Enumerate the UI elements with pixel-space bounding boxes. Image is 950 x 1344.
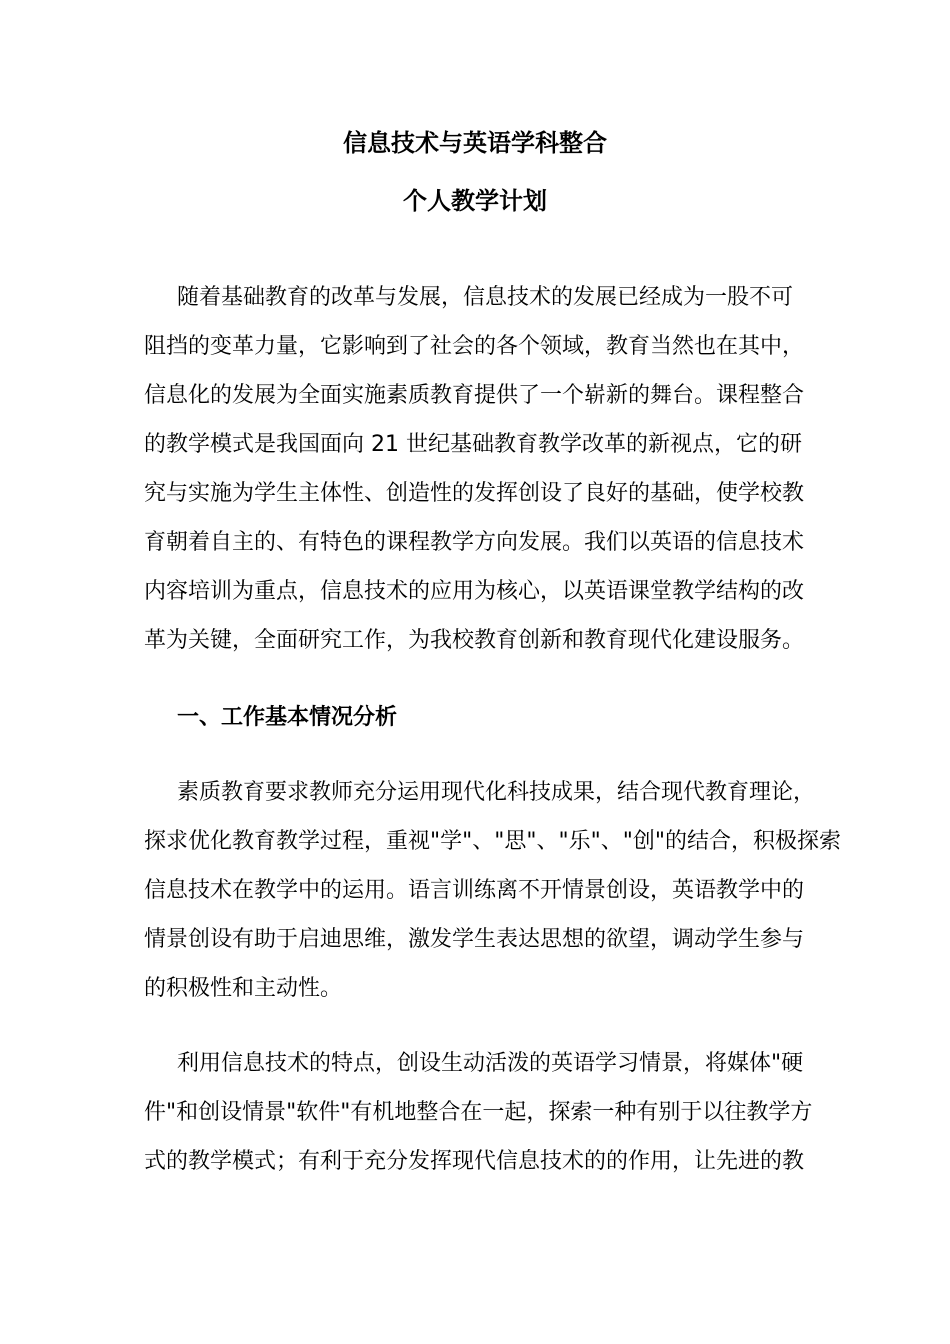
paragraph-line: 素质教育要求教师充分运用现代化科技成果，结合现代教育理论， bbox=[177, 780, 816, 805]
paragraph-line: 情景创设有助于启迪思维，激发学生表达思想的欲望，调动学生参与 bbox=[144, 927, 805, 952]
paragraph-line: 阻挡的变革力量，它影响到了社会的各个领域，教育当然也在其中， bbox=[144, 334, 805, 359]
paragraph-line: 件"和创设情景"软件"有机地整合在一起，探索一种有别于以往教学方 bbox=[144, 1100, 813, 1125]
paragraph-line: 内容培训为重点，信息技术的应用为核心，以英语课堂教学结构的改 bbox=[144, 579, 805, 604]
document-subtitle: 个人教学计划 bbox=[403, 187, 547, 215]
paragraph-line: 究与实施为学生主体性、创造性的发挥创设了良好的基础，使学校教 bbox=[144, 481, 805, 506]
section-heading: 一、工作基本情况分析 bbox=[177, 705, 398, 730]
paragraph-line: 式的教学模式；有利于充分发挥现代信息技术的的作用，让先进的教 bbox=[144, 1149, 805, 1174]
paragraph-line: 探求优化教育教学过程，重视"学"、"思"、"乐"、"创"的结合，积极探索 bbox=[144, 829, 841, 854]
technology-paragraph bbox=[144, 1039, 813, 1186]
paragraph-line: 革为关键，全面研究工作，为我校教育创新和教育现代化建设服务。 bbox=[144, 628, 805, 653]
document-title: 信息技术与英语学科整合 bbox=[343, 129, 607, 157]
paragraph-line: 的教学模式是我国面向 21 世纪基础教育教学改革的新视点，它的研 bbox=[144, 432, 802, 457]
intro-paragraph bbox=[144, 273, 809, 665]
paragraph-line: 的积极性和主动性。 bbox=[144, 976, 343, 1001]
paragraph-line: 信息化的发展为全面实施素质教育提供了一个崭新的舞台。课程整合 bbox=[144, 383, 805, 408]
analysis-paragraph bbox=[144, 768, 841, 1013]
paragraph-line: 随着基础教育的改革与发展，信息技术的发展已经成为一股不可 bbox=[177, 285, 794, 310]
paragraph-line: 信息技术在教学中的运用。语言训练离不开情景创设，英语教学中的 bbox=[144, 878, 805, 903]
paragraph-line: 育朝着自主的、有特色的课程教学方向发展。我们以英语的信息技术 bbox=[144, 530, 805, 555]
paragraph-line: 利用信息技术的特点，创设生动活泼的英语学习情景，将媒体"硬 bbox=[177, 1051, 804, 1076]
